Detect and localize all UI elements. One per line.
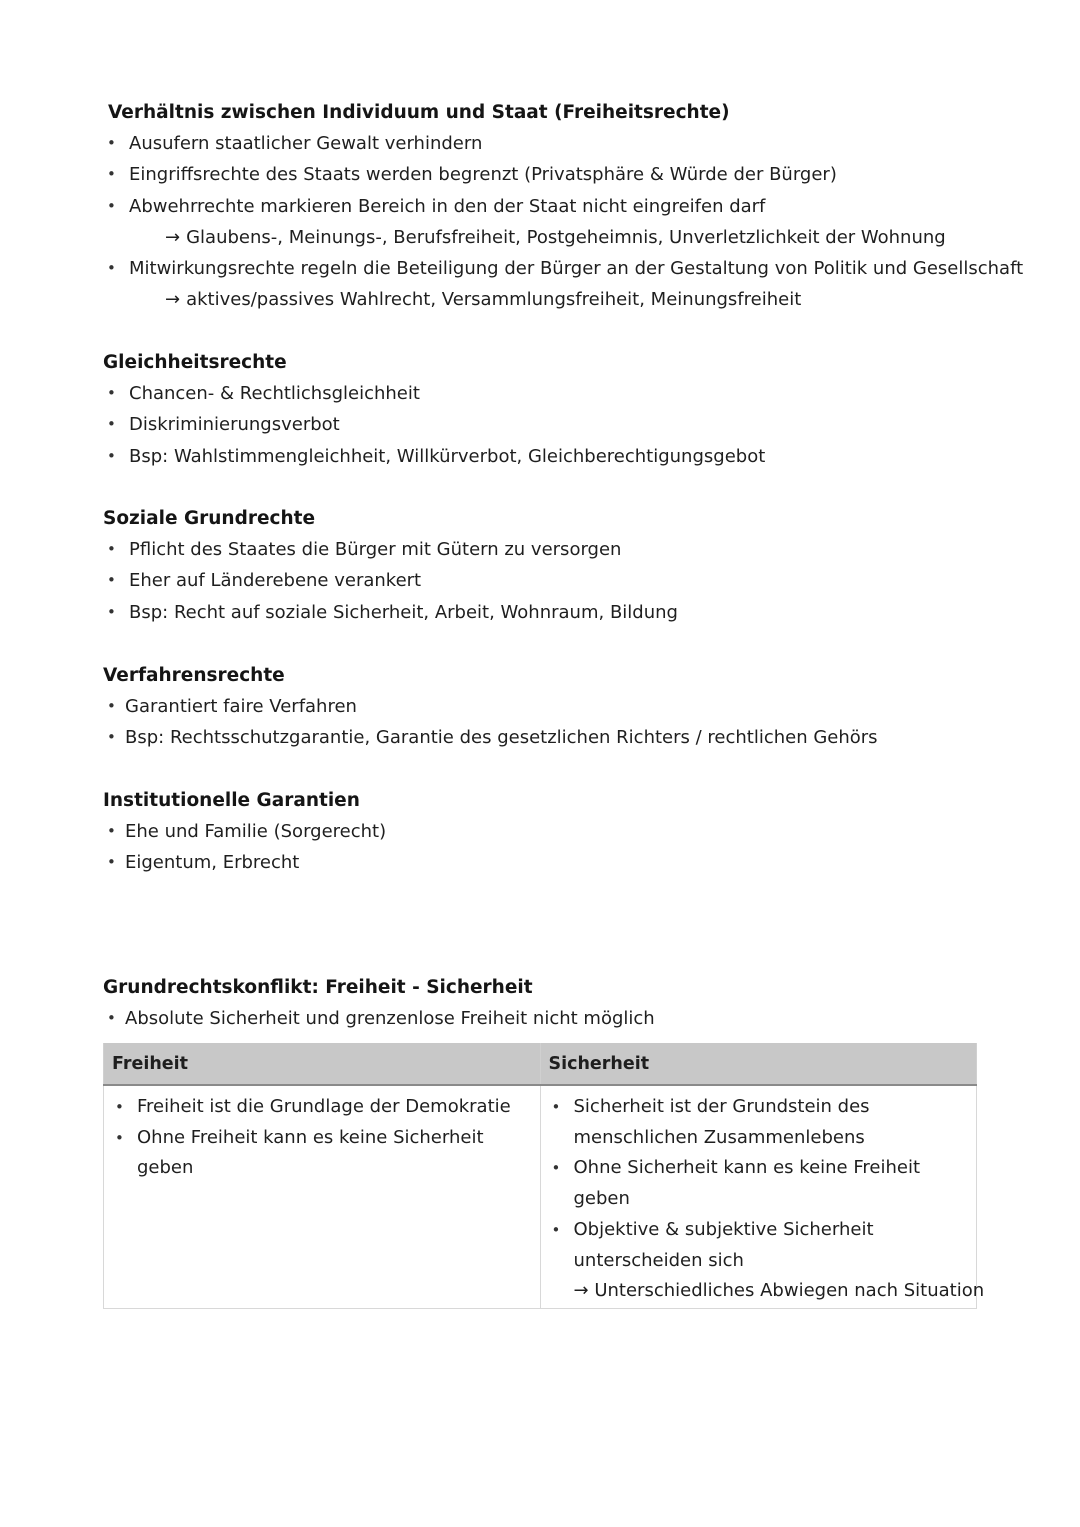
- sub-item-text: aktives/passives Wahlrecht, Versammlungsfreiheit, Meinungsfreiheit: [186, 289, 802, 311]
- arrow-right-icon: →: [573, 1280, 589, 1302]
- list-item: • Eher auf Länderebene verankert: [103, 565, 678, 596]
- list-grundrechtskonflikt: [103, 1003, 655, 1034]
- list-freiheitsrechte: [103, 128, 1023, 222]
- list-item: • Mitwirkungsrechte regeln die Beteiligung der Bürger an der Gestaltung von Politik und Gesellschaft: [103, 253, 1023, 284]
- list-institutionelle-garantien: [103, 816, 386, 879]
- heading-gleichheitsrechte: Gleichheitsrechte: [103, 352, 287, 373]
- sub-item: [103, 284, 1023, 315]
- column-header-freiheit: Freiheit: [104, 1043, 541, 1085]
- list-item: • Ehe und Familie (Sorgerecht): [103, 816, 386, 847]
- arrow-right-icon: →: [165, 226, 181, 248]
- list-item: • Ohne Freiheit kann es keine Sicherheit geben: [112, 1123, 532, 1184]
- list-item: • Eigentum, Erbrecht: [103, 847, 386, 878]
- list-verfahrensrechte: [103, 691, 878, 754]
- list-item: • Freiheit ist die Grundlage der Demokratie: [112, 1092, 532, 1123]
- list-gleichheitsrechte: [103, 378, 765, 472]
- list-item: • Bsp: Rechtsschutzgarantie, Garantie des gesetzlichen Richters / rechtlichen Gehörs: [103, 722, 878, 753]
- table-row: [104, 1085, 977, 1309]
- list-item: • Bsp: Recht auf soziale Sicherheit, Arbeit, Wohnraum, Bildung: [103, 597, 678, 628]
- list-item: • Chancen- & Rechtlichsgleichheit: [103, 378, 765, 409]
- arrow-right-icon: →: [165, 289, 181, 311]
- cell-freiheit: [104, 1085, 541, 1309]
- heading-grundrechtskonflikt: Grundrechtskonflikt: Freiheit - Sicherheit: [103, 977, 533, 998]
- column-header-sicherheit: Sicherheit: [540, 1043, 977, 1085]
- list-item: • Ohne Sicherheit kann es keine Freiheit geben: [549, 1153, 969, 1214]
- sub-item: [549, 1276, 985, 1307]
- heading-institutionelle-garantien: Institutionelle Garantien: [103, 790, 360, 811]
- heading-soziale-grundrechte: Soziale Grundrechte: [103, 508, 316, 529]
- list-freiheitsrechte-2: [103, 253, 1023, 284]
- list-item: • Diskriminierungsverbot: [103, 409, 765, 440]
- list-item: • Garantiert faire Verfahren: [103, 691, 878, 722]
- list-sicherheit: [549, 1092, 969, 1276]
- sub-item: [103, 222, 1023, 253]
- section-institutionelle-garantien: [103, 785, 386, 879]
- list-item: • Sicherheit ist der Grundstein des menschlichen Zusammenlebens: [549, 1092, 969, 1153]
- list-item: • Bsp: Wahlstimmengleichheit, Willkürverbot, Gleichberechtigungsgebot: [103, 441, 765, 472]
- list-item: • Objektive & subjektive Sicherheit unterscheiden sich: [549, 1215, 969, 1276]
- list-item: • Eingriffsrechte des Staats werden begrenzt (Privatsphäre & Würde der Bürger): [103, 159, 1023, 190]
- section-soziale-grundrechte: [103, 503, 678, 628]
- list-item: • Abwehrrechte markieren Bereich in den der Staat nicht eingreifen darf: [103, 191, 1023, 222]
- sub-item-text: Glaubens-, Meinungs-, Berufsfreiheit, Postgeheimnis, Unverletzlichkeit der Wohnung: [186, 226, 946, 248]
- list-soziale-grundrechte: [103, 534, 678, 628]
- section-gleichheitsrechte: [103, 347, 765, 472]
- list-item: • Ausufern staatlicher Gewalt verhindern: [103, 128, 1023, 159]
- table-header-row: [104, 1043, 977, 1085]
- section-grundrechtskonflikt: [103, 972, 655, 1034]
- list-item: • Absolute Sicherheit und grenzenlose Freiheit nicht möglich: [103, 1003, 655, 1034]
- heading-verfahrensrechte: Verfahrensrechte: [103, 665, 285, 686]
- cell-sicherheit: [540, 1085, 985, 1309]
- list-item: • Pflicht des Staates die Bürger mit Gütern zu versorgen: [103, 534, 678, 565]
- heading-freiheitsrechte: Verhältnis zwischen Individuum und Staat (Freiheitsrechte): [108, 102, 730, 123]
- section-verfahrensrechte: [103, 660, 878, 754]
- sub-item-text: Unterschiedliches Abwiegen nach Situation: [594, 1280, 985, 1302]
- comparison-table: [103, 1043, 985, 1309]
- list-freiheit: [112, 1092, 532, 1184]
- section-freiheitsrechte: [108, 97, 1023, 316]
